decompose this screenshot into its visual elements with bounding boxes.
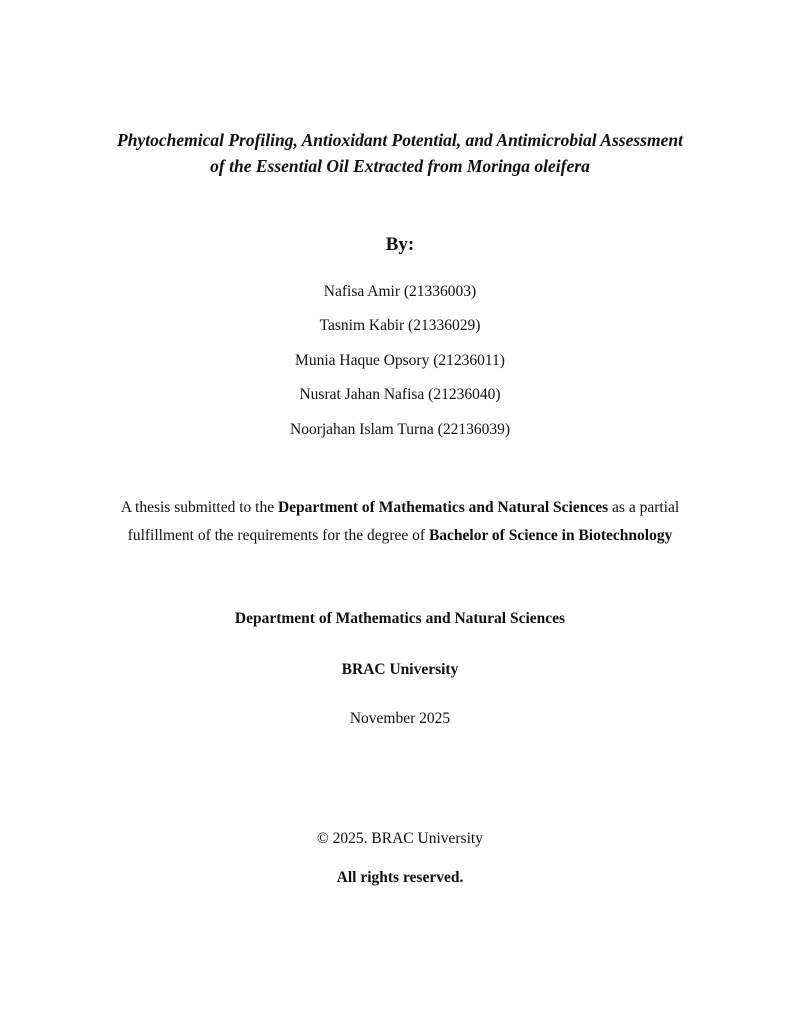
author-name: Tasnim Kabir (21336029) [319, 317, 481, 334]
thesis-degree-emphasis: Bachelor of Science in Biotechnology [428, 527, 673, 544]
thesis-title-line-1: Phytochemical Profiling, Antioxidant Potential, and Antimicrobial Assessment [117, 130, 683, 150]
university-name: BRAC University [341, 661, 459, 678]
thesis-text: fulfillment of the requirements for the degree of [127, 527, 429, 544]
rights-reserved: All rights reserved. [336, 869, 464, 886]
author-name: Nusrat Jahan Nafisa (21236040) [299, 386, 501, 403]
thesis-text: as a partial [608, 499, 680, 516]
thesis-text: A thesis submitted to the [120, 499, 278, 516]
author-name: Munia Haque Opsory (21236011) [295, 352, 505, 369]
copyright-notice: © 2025. BRAC University [317, 830, 483, 847]
department-name: Department of Mathematics and Natural Sciences [234, 610, 566, 627]
thesis-title-line-2: of the Essential Oil Extracted from Moringa oleifera [210, 156, 590, 176]
submission-date: November 2025 [349, 710, 451, 727]
by-label: By: [385, 234, 415, 255]
thesis-statement-line-1 [0, 499, 800, 517]
thesis-statement-line-2 [0, 527, 800, 545]
thesis-department-emphasis: Department of Mathematics and Natural Sciences [277, 499, 609, 516]
author-name: Nafisa Amir (21336003) [323, 283, 477, 300]
author-name: Noorjahan Islam Turna (22136039) [290, 421, 510, 438]
